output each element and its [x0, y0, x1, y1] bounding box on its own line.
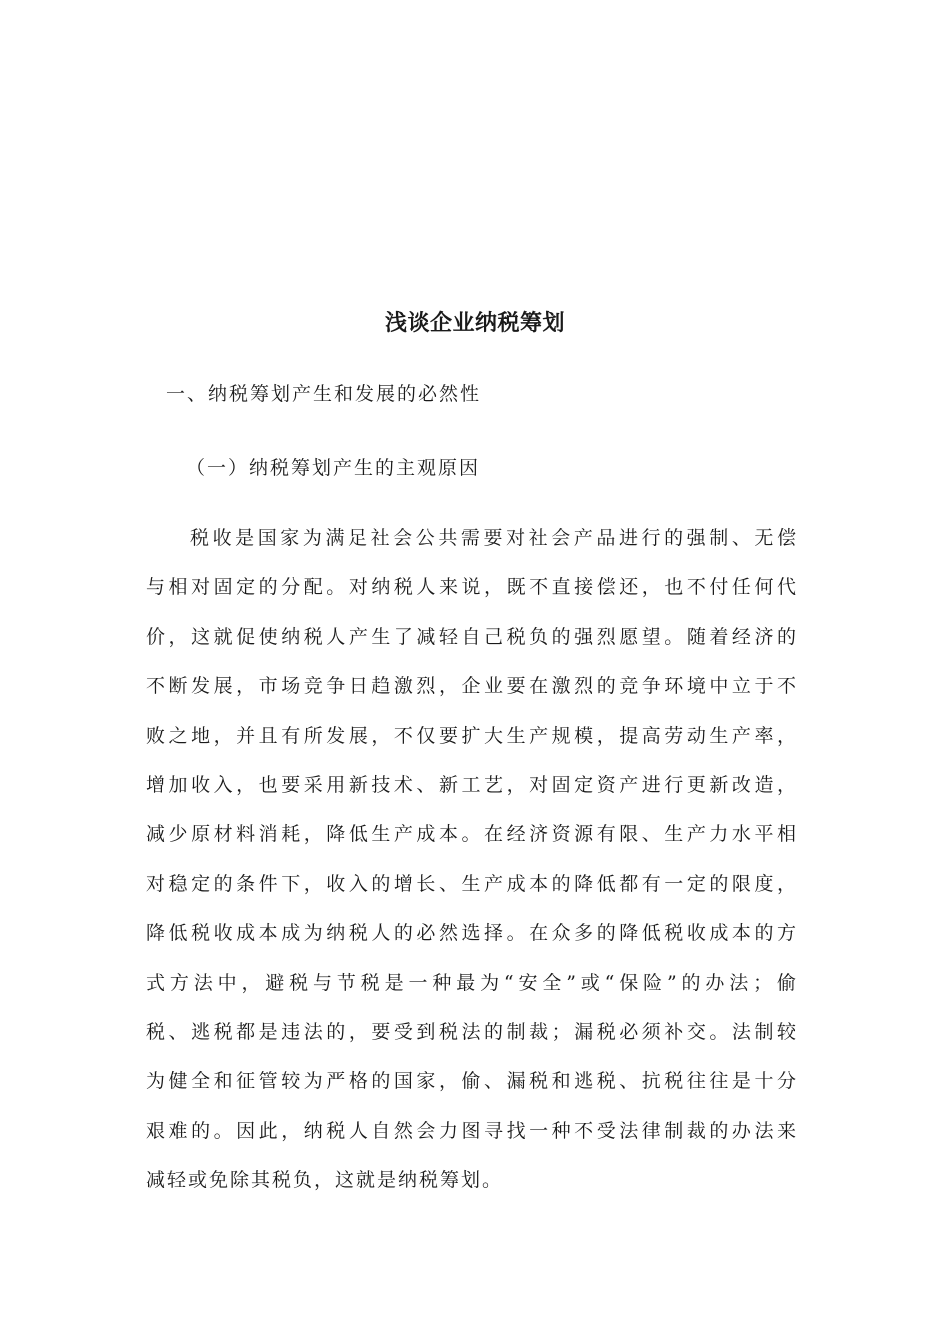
paragraph-line: 增加收入，也要采用新技术、新工艺，对固定资产进行更新改造，: [146, 773, 796, 796]
paragraph-line: 减轻或免除其税负，这就是纳税筹划。: [146, 1169, 504, 1192]
subsection-heading: （一）纳税筹划产生的主观原因: [186, 457, 481, 479]
body-paragraph: [146, 522, 796, 1213]
paragraph-line: 税收是国家为满足社会公共需要对社会产品进行的强制、无偿: [190, 527, 796, 549]
paragraph-line: 对稳定的条件下，收入的增长、生产成本的降低都有一定的限度，: [146, 872, 796, 895]
paragraph-line: 税、逃税都是违法的，要受到税法的制裁；漏税必须补交。法制较: [146, 1020, 796, 1043]
paragraph-line: 与相对固定的分配。对纳税人来说，既不直接偿还，也不付任何代: [146, 576, 796, 599]
paragraph-line: 式方法中，避税与节税是一种最为“安全”或“保险”的办法；偷: [146, 971, 796, 994]
paragraph-line: 不断发展，市场竞争日趋激烈，企业要在激烈的竞争环境中立于不: [146, 675, 796, 698]
document-title: 浅谈企业纳税筹划: [384, 311, 565, 336]
paragraph-line: 艰难的。因此，纳税人自然会力图寻找一种不受法律制裁的办法来: [146, 1119, 796, 1142]
paragraph-line: 降低税收成本成为纳税人的必然选择。在众多的降低税收成本的方: [146, 922, 796, 945]
paragraph-line: 减少原材料消耗，降低生产成本。在经济资源有限、生产力水平相: [146, 823, 796, 846]
paragraph-line: 败之地，并且有所发展，不仅要扩大生产规模，提高劳动生产率，: [146, 724, 796, 747]
section-heading: 一、纳税筹划产生和发展的必然性: [166, 383, 482, 405]
paragraph-line: 为健全和征管较为严格的国家，偷、漏税和逃税、抗税往往是十分: [146, 1070, 796, 1093]
paragraph-line: 价，这就促使纳税人产生了减轻自己税负的强烈愿望。随着经济的: [146, 625, 796, 648]
